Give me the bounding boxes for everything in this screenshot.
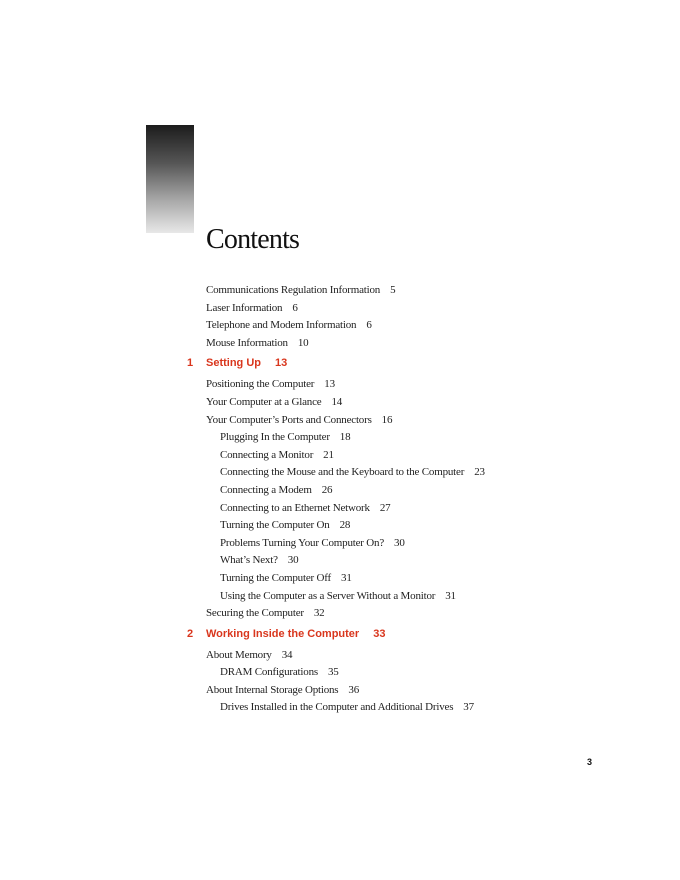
toc-entry-about-memory[interactable]: About Memory 34 — [206, 648, 293, 661]
toc-entry-drives-installed[interactable]: Drives Installed in the Computer and Additional Drives 37 — [220, 701, 474, 714]
chapter-title: Setting Up — [206, 357, 261, 370]
toc-entry-problems-turning-on[interactable]: Problems Turning Your Computer On? 30 — [220, 536, 405, 549]
toc-entry-whats-next[interactable]: What’s Next? 30 — [220, 554, 299, 567]
decorative-gradient-bar — [146, 125, 194, 233]
toc-entry-mouse-information[interactable]: Mouse Information 10 — [206, 336, 309, 349]
toc-entry-plugging-in[interactable]: Plugging In the Computer 18 — [220, 431, 351, 444]
toc-entry-positioning-computer[interactable]: Positioning the Computer 13 — [206, 378, 335, 391]
chapter-number: 2 — [187, 627, 194, 640]
page-number: 3 — [587, 757, 593, 767]
chapter-page: 13 — [275, 357, 288, 370]
toc-entry-connecting-modem[interactable]: Connecting a Modem 26 — [220, 483, 333, 496]
toc-entry-connecting-mouse-keyboard[interactable]: Connecting the Mouse and the Keyboard to the Computer 23 — [220, 466, 485, 479]
toc-entry-turning-on[interactable]: Turning the Computer On 28 — [220, 519, 351, 532]
chapter-number: 1 — [187, 357, 194, 370]
page-title: Contents — [206, 224, 300, 255]
table-of-contents — [187, 282, 626, 717]
chapter-heading-setting-up[interactable] — [187, 355, 626, 371]
chapter-page: 33 — [373, 627, 386, 640]
toc-entry-telephone-modem[interactable]: Telephone and Modem Information 6 — [206, 319, 372, 332]
toc-entry-communications-regulation[interactable]: Communications Regulation Information 5 — [206, 284, 396, 296]
toc-entry-server-without-monitor[interactable]: Using the Computer as a Server Without a Monitor 31 — [220, 589, 456, 602]
toc-entry-securing-computer[interactable]: Securing the Computer 32 — [206, 607, 325, 620]
toc-entry-connecting-ethernet[interactable]: Connecting to an Ethernet Network 27 — [220, 501, 391, 514]
chapter-heading-working-inside[interactable] — [187, 626, 626, 642]
chapter-title: Working Inside the Computer — [206, 627, 360, 640]
toc-entry-ports-connectors[interactable]: Your Computer’s Ports and Connectors 16 — [206, 413, 393, 426]
toc-entry-internal-storage[interactable]: About Internal Storage Options 36 — [206, 683, 360, 696]
toc-entry-connecting-monitor[interactable]: Connecting a Monitor 21 — [220, 448, 334, 461]
toc-entry-turning-off[interactable]: Turning the Computer Off 31 — [220, 571, 352, 584]
toc-entry-computer-at-a-glance[interactable]: Your Computer at a Glance 14 — [206, 395, 343, 408]
toc-entry-laser-information[interactable]: Laser Information 6 — [206, 301, 298, 314]
toc-entry-dram-configurations[interactable]: DRAM Configurations 35 — [220, 666, 339, 679]
